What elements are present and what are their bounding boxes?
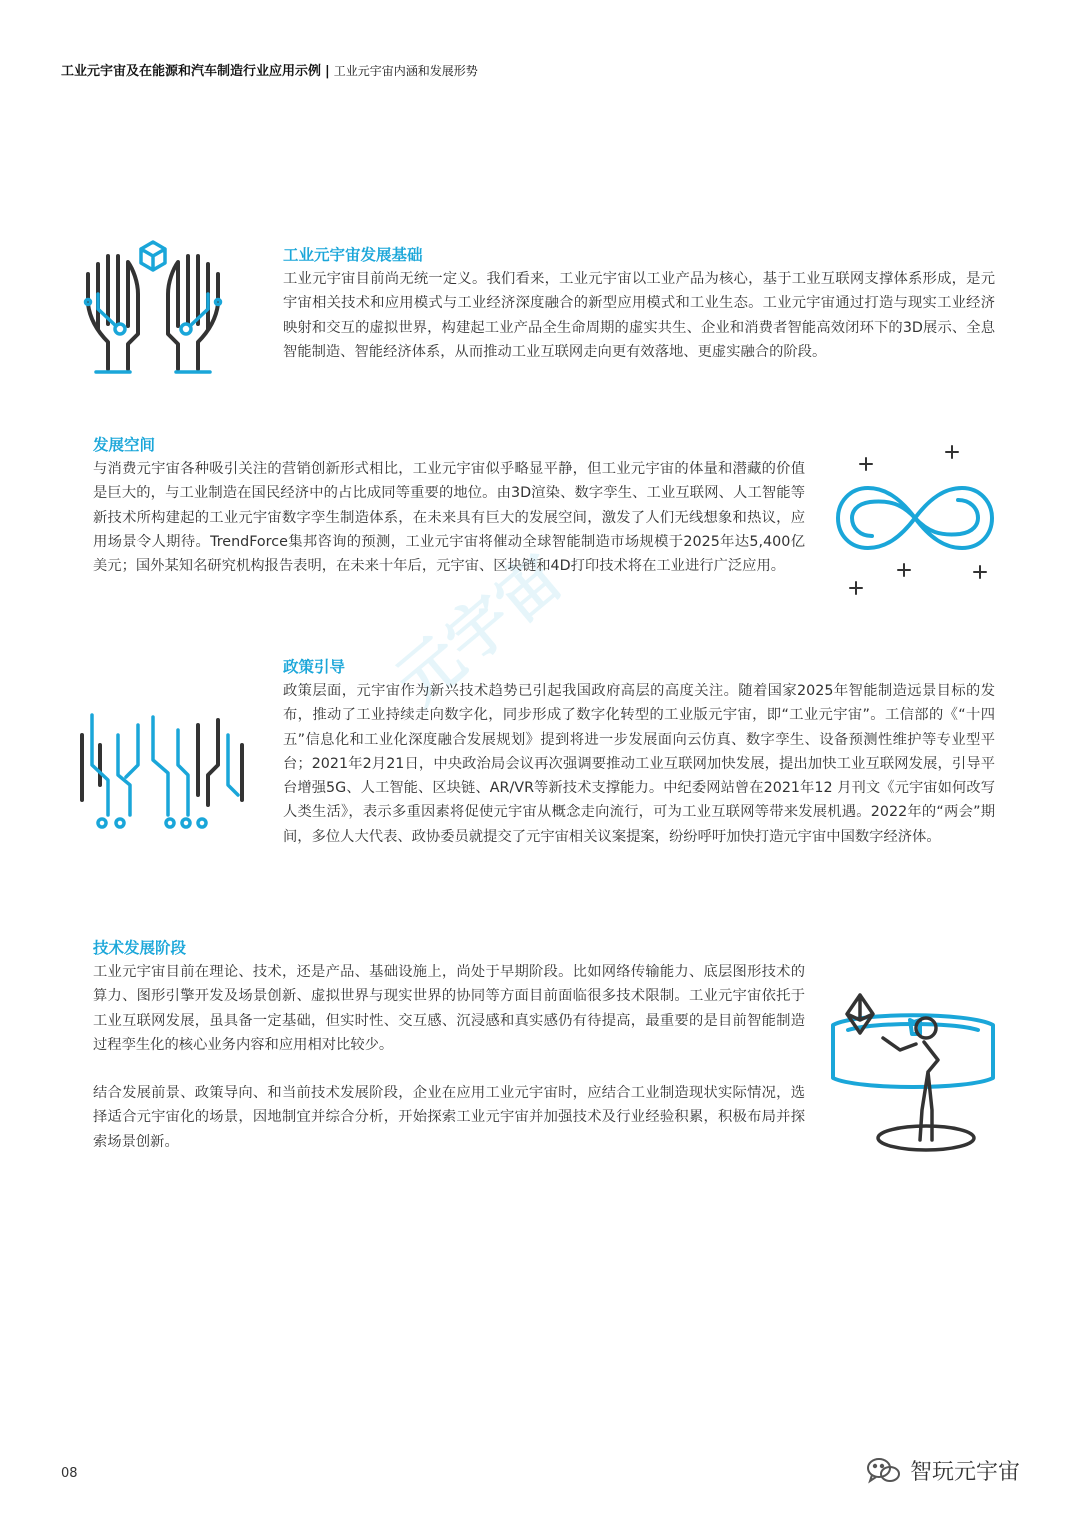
hands-cube-icon <box>78 234 228 384</box>
vr-person-icon <box>828 990 998 1155</box>
section-body <box>283 267 995 364</box>
watermark: 元宇宙 <box>382 540 578 721</box>
paragraph: 结合发展前景、政策导向、和当前技术发展阶段，企业在应用工业元宇宙时，应结合工业制造现状实际情况，选择适合元宇宙化的场景，因地制宜并综合分析，开始探索工业元宇宙并加强技术及行业经验积累，积极布局并探索场景创新。 <box>93 1085 805 1150</box>
infinity-icon <box>830 440 1000 600</box>
circuit-icon <box>78 705 248 835</box>
paragraph: 与消费元宇宙各种吸引关注的营销创新形式相比，工业元宇宙似乎略显平静，但工业元宇宙的体量和潜藏的价值是巨大的，与工业制造在国民经济中的占比成同等重要的地位。由3D渲染、数字孪生、工业互联网、人工智能等新技术所构建起的工业元宇宙数字孪生制造体系，在未来具有巨大的发展空间，激发了人们无线想象和热议，应用场景令人期待。TrendForce集邦咨询的预测，工业元宇宙将催动全球智能制造市场规模于2025年达5,400亿美元；国外某知名研究机构报告表明，在未来十年后，元宇宙、区块链和4D打印技术将在工业进行广泛应用。 <box>93 461 805 575</box>
running-header <box>61 60 478 79</box>
section-title: 发展空间 <box>93 436 156 454</box>
header-subtitle: 工业元宇宙内涵和发展形势 <box>333 64 478 78</box>
section-body <box>93 457 805 578</box>
section-body <box>283 679 995 849</box>
footer-brand <box>866 1455 1020 1486</box>
section-policy <box>283 655 995 849</box>
paragraph: 工业元宇宙目前在理论、技术，还是产品、基础设施上，尚处于早期阶段。比如网络传输能力、底层图形技术的算力、图形引擎开发及场景创新、虚拟世界与现实世界的协同等方面目前面临很多技术限制。工业元宇宙依托于工业互联网发展，虽具备一定基础，但实时性、交互感、沉浸感和真实感仍有待提高，最重要的是目前智能制造过程孪生化的核心业务内容和应用相对比较少。 <box>93 964 805 1053</box>
section-development-space <box>93 433 805 578</box>
wechat-icon <box>866 1456 902 1486</box>
section-title: 工业元宇宙发展基础 <box>283 246 423 264</box>
page-number: 08 <box>61 1466 78 1481</box>
section-tech-stage <box>93 936 805 1154</box>
header-separator: | <box>325 64 330 79</box>
header-title: 工业元宇宙及在能源和汽车制造行业应用示例 <box>61 64 322 79</box>
section-title: 政策引导 <box>283 658 346 676</box>
section-body <box>93 960 805 1154</box>
paragraph: 政策层面，元宇宙作为新兴技术趋势已引起我国政府高层的高度关注。随着国家2025年智能制造远景目标的发布，推动了工业持续走向数字化，同步形成了数字化转型的工业版元宇宙，即“工业元宇宙”。工信部的《“十四五”信息化和工业化深度融合发展规划》提到将进一步发展面向云仿真、数字孪生、设备预测性维护等专业型平台；2021年2月21日，中央政治局会议再次强调要推动工业互联网加快发展，提出加快工业互联网发展，引导平台增强5G、人工智能、区块链、AR/VR等新技术支撑能力。中纪委网站曾在2021年12 月刊文《元宇宙如何改写人类生活》，表示多重因素将促使元宇宙从概念走向流行，可为工业互联网等带来发展机遇。2022年的“两会”期间，多位人大代表、政协委员就提交了元宇宙相关议案提案，纷纷呼吁加快打造元宇宙中国数字经济体。 <box>283 683 995 845</box>
section-title: 技术发展阶段 <box>93 939 187 957</box>
paragraph: 工业元宇宙目前尚无统一定义。我们看来，工业元宇宙以工业产品为核心，基于工业互联网支撑体系形成，是元宇宙相关技术和应用模式与工业经济深度融合的新型应用模式和工业生态。工业元宇宙通过打造与现实工业经济映射和交互的虚拟世界，构建起工业产品全生命周期的虚实共生、企业和消费者智能高效闭环下的3D展示、全息智能制造、智能经济体系，从而推动工业互联网走向更有效落地、更虚实融合的阶段。 <box>283 271 995 360</box>
brand-name: 智玩元宇宙 <box>910 1460 1021 1485</box>
section-foundation <box>283 243 995 364</box>
